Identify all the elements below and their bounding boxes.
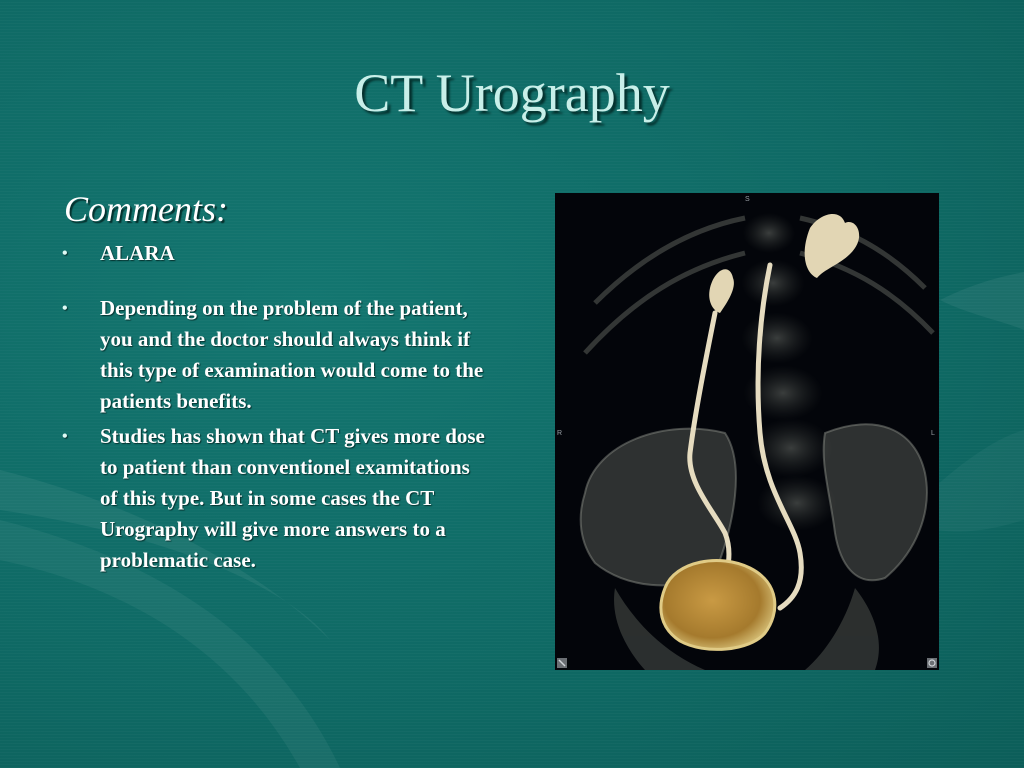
bullet-text: Studies has shown that CT gives more dose to patient than conventionel examitations of this type. But in some cases the CT Urography will give more answers to a problematic case. — [100, 424, 485, 572]
ct-volume-rendering — [555, 193, 939, 670]
corner-cursor-icon — [557, 658, 567, 668]
corner-rotate-icon — [927, 658, 937, 668]
marker-superior: S — [745, 196, 750, 203]
bullet-text: ALARA — [100, 241, 175, 265]
ct-urography-image — [555, 193, 939, 670]
marker-right: R — [557, 430, 563, 437]
bullet-icon: • — [62, 300, 68, 317]
bullet-icon: • — [62, 245, 68, 262]
bullet-text: Depending on the problem of the patient, you and the doctor should always think if this type of examination would come to the patients benefits. — [100, 296, 484, 413]
bullet-icon: • — [62, 428, 68, 445]
slide-title: CT Urography — [354, 63, 670, 123]
comments-heading: Comments: — [64, 189, 228, 229]
bladder — [661, 561, 775, 650]
bullet-item-dose-studies — [58, 421, 488, 576]
bullet-item-alara — [58, 238, 488, 269]
right-renal-pelvis — [709, 269, 734, 313]
bullet-item-patient-benefit — [58, 293, 488, 417]
comment-bullet-list — [58, 238, 488, 576]
marker-left: L — [931, 430, 935, 437]
